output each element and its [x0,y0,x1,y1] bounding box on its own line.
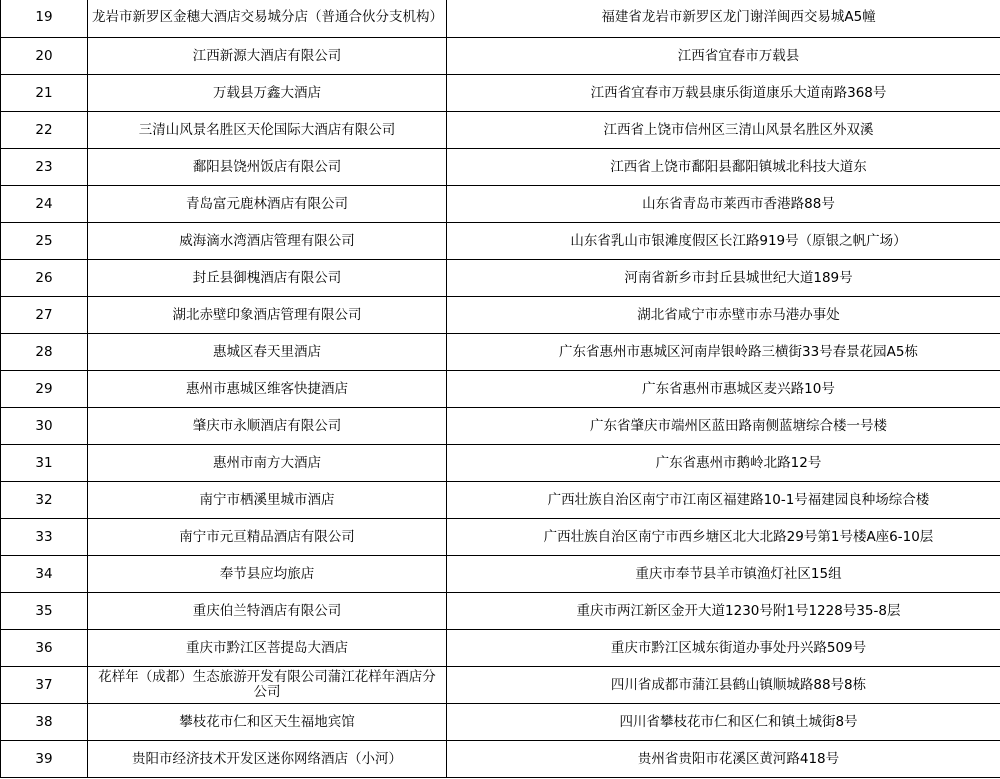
row-number-cell: 27 [1,297,88,334]
hotel-name-cell: 重庆市黔江区菩提岛大酒店 [88,630,447,667]
hotel-address-cell: 江西省宜春市万载县 [447,38,1000,75]
table-row [1,667,1000,704]
hotel-address-cell: 重庆市奉节县羊市镇渔灯社区15组 [447,556,1000,593]
row-number-cell: 28 [1,334,88,371]
row-number-cell: 23 [1,149,88,186]
table-row [1,260,1000,297]
hotel-name-cell: 青岛富元鹿林酒店有限公司 [88,186,447,223]
row-number-cell: 31 [1,445,88,482]
hotel-name-cell: 南宁市栖溪里城市酒店 [88,482,447,519]
hotel-address-cell: 河南省新乡市封丘县城世纪大道189号 [447,260,1000,297]
hotel-name-cell: 南宁市元亘精品酒店有限公司 [88,519,447,556]
table-row [1,445,1000,482]
hotel-address-cell: 广东省肇庆市端州区蓝田路南侧蓝塘综合楼一号楼 [447,408,1000,445]
row-number-cell: 38 [1,704,88,741]
hotel-name-cell: 江西新源大酒店有限公司 [88,38,447,75]
row-number-cell: 20 [1,38,88,75]
table-row [1,519,1000,556]
row-number-cell: 36 [1,630,88,667]
table-row [1,630,1000,667]
hotel-name-cell: 封丘县御槐酒店有限公司 [88,260,447,297]
table-row [1,556,1000,593]
hotel-address-cell: 贵州省贵阳市花溪区黄河路418号 [447,741,1000,778]
row-number-cell: 33 [1,519,88,556]
table-row [1,75,1000,112]
hotel-name-cell: 贵阳市经济技术开发区迷你网络酒店（小河） [88,741,447,778]
table-row [1,482,1000,519]
hotel-address-cell: 江西省宜春市万载县康乐街道康乐大道南路368号 [447,75,1000,112]
table-row [1,371,1000,408]
hotel-address-cell: 江西省上饶市信州区三清山风景名胜区外双溪 [447,112,1000,149]
table-row [1,223,1000,260]
hotel-address-cell: 江西省上饶市鄱阳县鄱阳镇城北科技大道东 [447,149,1000,186]
hotel-name-cell: 重庆伯兰特酒店有限公司 [88,593,447,630]
hotel-name-cell: 花样年（成都）生态旅游开发有限公司蒲江花样年酒店分公司 [88,667,447,704]
hotel-address-cell: 福建省龙岩市新罗区龙门谢洋闽西交易城A5幢 [447,0,1000,38]
table-row [1,0,1000,38]
row-number-cell: 29 [1,371,88,408]
hotel-address-cell: 广东省惠州市鹅岭北路12号 [447,445,1000,482]
row-number-cell: 35 [1,593,88,630]
hotel-name-cell: 龙岩市新罗区金穗大酒店交易城分店（普通合伙分支机构） [88,0,447,38]
hotel-address-cell: 四川省成都市蒲江县鹤山镇顺城路88号8栋 [447,667,1000,704]
row-number-cell: 32 [1,482,88,519]
table-row [1,186,1000,223]
table-row [1,334,1000,371]
row-number-cell: 37 [1,667,88,704]
row-number-cell: 26 [1,260,88,297]
hotel-address-cell: 重庆市黔江区城东街道办事处丹兴路509号 [447,630,1000,667]
table-row [1,704,1000,741]
hotel-name-cell: 湖北赤壁印象酒店管理有限公司 [88,297,447,334]
hotel-name-cell: 奉节县应均旅店 [88,556,447,593]
hotel-name-cell: 三清山风景名胜区天伦国际大酒店有限公司 [88,112,447,149]
row-number-cell: 22 [1,112,88,149]
hotel-name-cell: 攀枝花市仁和区天生福地宾馆 [88,704,447,741]
hotel-address-cell: 广东省惠州市惠城区麦兴路10号 [447,371,1000,408]
hotel-name-cell: 万载县万鑫大酒店 [88,75,447,112]
hotel-address-cell: 广西壮族自治区南宁市江南区福建路10-1号福建园良种场综合楼 [447,482,1000,519]
table-row [1,741,1000,778]
hotel-name-cell: 威海滴水湾酒店管理有限公司 [88,223,447,260]
table-row [1,112,1000,149]
hotel-address-cell: 山东省青岛市莱西市香港路88号 [447,186,1000,223]
table-row [1,297,1000,334]
hotel-name-cell: 鄱阳县饶州饭店有限公司 [88,149,447,186]
hotel-address-cell: 山东省乳山市银滩度假区长江路919号（原银之帆广场） [447,223,1000,260]
hotel-address-cell: 重庆市两江新区金开大道1230号附1号1228号35-8层 [447,593,1000,630]
table-row [1,38,1000,75]
row-number-cell: 24 [1,186,88,223]
hotel-name-cell: 惠州市南方大酒店 [88,445,447,482]
hotel-name-cell: 惠州市惠城区维客快捷酒店 [88,371,447,408]
hotel-name-cell: 肇庆市永顺酒店有限公司 [88,408,447,445]
table-row [1,408,1000,445]
row-number-cell: 19 [1,0,88,38]
table-row [1,149,1000,186]
row-number-cell: 39 [1,741,88,778]
row-number-cell: 25 [1,223,88,260]
hotel-name-cell: 惠城区春天里酒店 [88,334,447,371]
table-row [1,593,1000,630]
row-number-cell: 34 [1,556,88,593]
table-body [1,0,1000,778]
row-number-cell: 21 [1,75,88,112]
row-number-cell: 30 [1,408,88,445]
hotel-address-cell: 湖北省咸宁市赤壁市赤马港办事处 [447,297,1000,334]
hotel-address-cell: 广西壮族自治区南宁市西乡塘区北大北路29号第1号楼A座6-10层 [447,519,1000,556]
hotel-address-cell: 广东省惠州市惠城区河南岸银岭路三横街33号春景花园A5栋 [447,334,1000,371]
hotel-address-cell: 四川省攀枝花市仁和区仁和镇土城街8号 [447,704,1000,741]
